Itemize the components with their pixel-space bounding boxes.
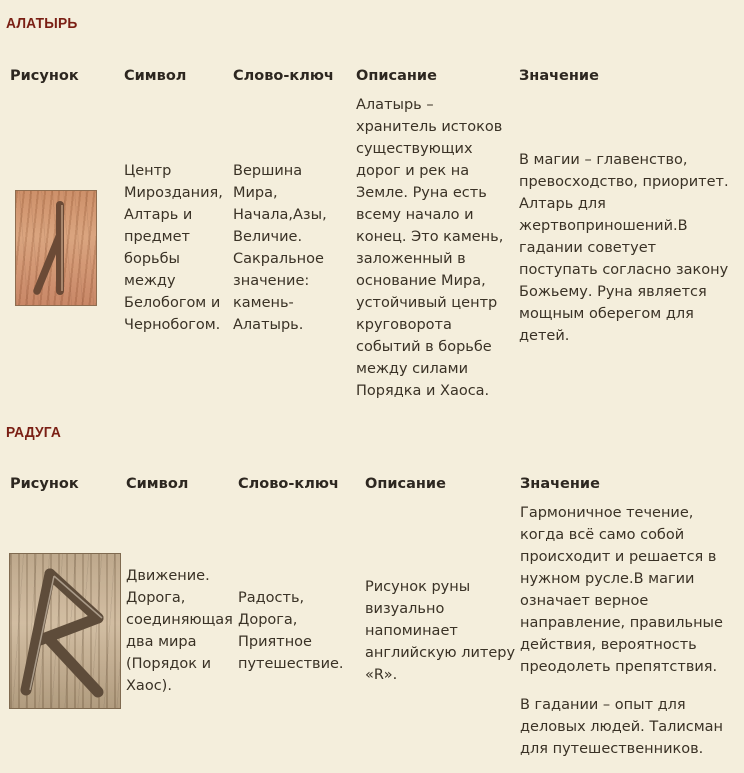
table-row	[0, 502, 742, 760]
header-keyword: Слово-ключ	[233, 68, 334, 84]
alatyr-rune-icon	[16, 191, 96, 305]
meaning-cell: Гармоничное течение, когда всё само собой происходит и решается в нужном русле.В магии означает верное направление, правильные действия, вероятность преодолеть препятствия. В гадании – опыт для деловых людей. Талисман для путешественников.	[520, 505, 724, 757]
section-title-raduga: РАДУГА	[6, 424, 62, 441]
raduga-rune-image	[9, 553, 121, 709]
header-description: Описание	[356, 68, 437, 84]
description-cell: Алатырь – хранитель истоков существующих дорог и рек на Земле. Руна есть всему начало и конец. Это камень, заложенный в основание Мира, устойчивый центр круговорота событий в борьбе между силами Порядка и Хаоса.	[356, 97, 504, 399]
header-image: Рисунок	[10, 476, 79, 492]
raduga-rune-icon	[10, 554, 120, 708]
meaning-cell: В магии – главенство, превосходство, приоритет. Алтарь для жертвоприношений.В гадании советует поступать согласно закону Божьему. Руна является мощным оберегом для детей.	[519, 152, 729, 344]
rune-table-alatyr	[0, 58, 741, 402]
header-keyword: Слово-ключ	[238, 476, 339, 492]
header-meaning: Значение	[520, 476, 600, 492]
table-header-row	[0, 58, 741, 94]
header-symbol: Символ	[124, 68, 187, 84]
alatyr-rune-image	[15, 190, 97, 306]
description-cell: Рисунок руны визуально напоминает английскую литеру «R».	[365, 579, 516, 683]
table-row	[0, 94, 741, 402]
section-title-alatyr: АЛАТЫРЬ	[6, 15, 78, 32]
symbol-cell: Центр Мироздания, Алтарь и предмет борьбы между Белобогом и Чернобогом.	[124, 163, 223, 333]
header-description: Описание	[365, 476, 446, 492]
header-image: Рисунок	[10, 68, 79, 84]
header-meaning: Значение	[519, 68, 599, 84]
keyword-cell: Радость, Дорога, Приятное путешествие.	[238, 590, 344, 672]
rune-table-raduga	[0, 466, 742, 760]
table-header-row	[0, 466, 742, 502]
symbol-cell: Движение. Дорога, соединяющая два мира (Порядок и Хаос).	[126, 568, 233, 694]
keyword-cell: Вершина Мира, Начала,Азы, Величие. Сакральное значение: камень- Алатырь.	[233, 163, 327, 333]
header-symbol: Символ	[126, 476, 189, 492]
